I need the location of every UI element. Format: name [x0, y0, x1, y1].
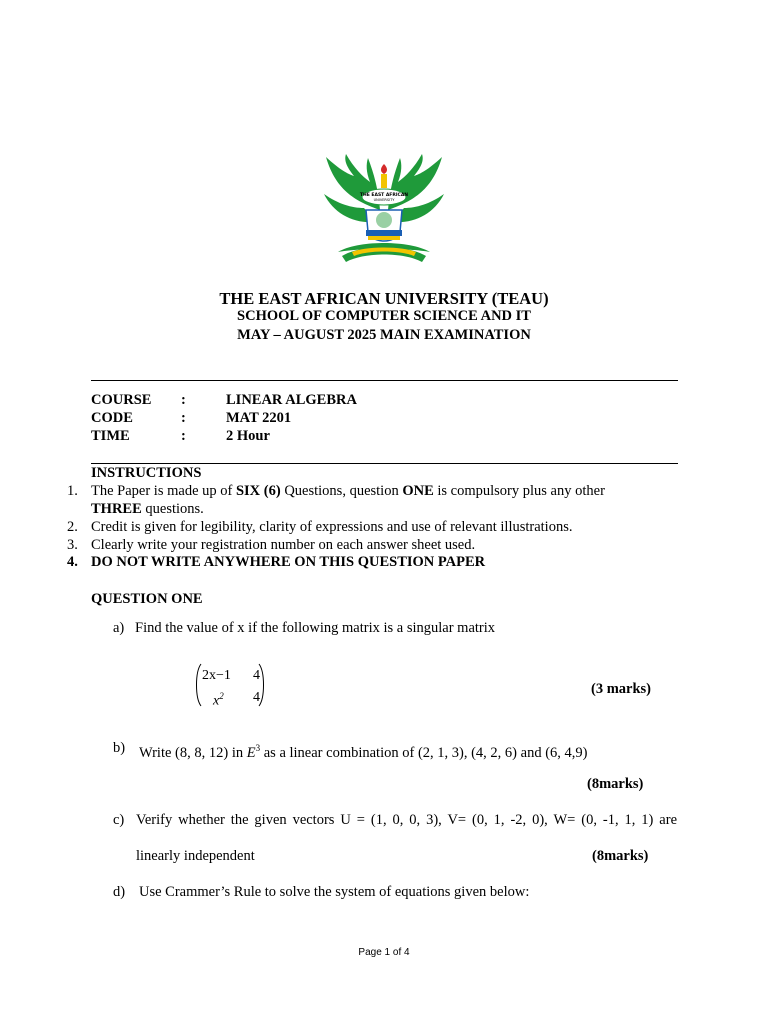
instructions-heading: INSTRUCTIONS — [91, 465, 202, 481]
question-b-label: b) — [113, 740, 126, 756]
question-b-pre: Write (8, 8, 12) in — [139, 744, 247, 761]
question-b-space: E — [246, 744, 256, 761]
matrix-r2c1-sup: 2 — [219, 691, 224, 701]
instruction-text-line2: questions. — [141, 501, 204, 517]
code-sep: : — [181, 410, 186, 426]
matrix-r1c2: 4 — [253, 668, 260, 683]
course-value: LINEAR ALGEBRA — [226, 392, 357, 408]
svg-text:THE EAST AFRICAN: THE EAST AFRICAN — [359, 193, 409, 198]
course-label: COURSE — [91, 392, 152, 408]
instruction-text-pre: The Paper is made up of — [91, 483, 236, 499]
question-d-label: d) — [113, 884, 126, 900]
question-b-post: as a linear combination of (2, 1, 3), (4, 2, 6) and (6, 4,9) — [260, 744, 588, 761]
question-a-label: a) — [113, 620, 125, 636]
question-c-label: c) — [113, 812, 125, 828]
matrix-r2c1 — [213, 688, 224, 710]
singular-matrix — [193, 662, 273, 708]
instruction-bold-six: SIX (6) — [235, 483, 281, 499]
instruction-text — [91, 482, 651, 518]
exam-title: MAY – AUGUST 2025 MAIN EXAMINATION — [237, 327, 531, 343]
instruction-bold-three: THREE — [91, 501, 142, 517]
question-b-marks: (8marks) — [587, 776, 644, 792]
instruction-number: 3. — [67, 537, 78, 553]
instruction-number: 4. — [67, 554, 78, 570]
school-name: SCHOOL OF COMPUTER SCIENCE AND IT — [237, 308, 531, 324]
matrix-r2c1-base: x — [213, 693, 220, 709]
matrix-r2c2: 4 — [253, 690, 260, 705]
top-divider — [91, 380, 678, 381]
question-c-line1: Verify whether the given vectors U = (1, 0, 0, 3), V= (0, 1, -2, 0), W= (0, -1, 1, 1) are — [136, 812, 677, 828]
question-b-text — [139, 739, 587, 762]
instruction-bold-one: ONE — [402, 483, 434, 499]
instruction-number: 1. — [67, 483, 78, 499]
question-c-line2: linearly independent — [136, 848, 255, 864]
instruction-number: 2. — [67, 519, 78, 535]
instruction-text: Clearly write your registration number on each answer sheet used. — [91, 537, 476, 553]
question-a-text: Find the value of x if the following matrix is a singular matrix — [135, 620, 496, 636]
course-sep: : — [181, 392, 186, 408]
instruction-text: Credit is given for legibility, clarity of expressions and use of relevant illustrations. — [91, 519, 573, 535]
instruction-text-post: is compulsory plus any other — [433, 483, 605, 499]
code-label: CODE — [91, 410, 133, 426]
time-value: 2 Hour — [226, 428, 270, 444]
instruction-text-mid: Questions, question — [280, 483, 403, 499]
instruction-text: DO NOT WRITE ANYWHERE ON THIS QUESTION PAPER — [91, 554, 486, 570]
university-title: THE EAST AFRICAN UNIVERSITY (TEAU) — [219, 289, 549, 308]
question-c-marks: (8marks) — [592, 848, 649, 864]
time-sep: : — [181, 428, 186, 444]
question-one-heading: QUESTION ONE — [91, 591, 203, 607]
university-logo — [318, 152, 450, 268]
question-b-space-sup: 3 — [255, 743, 261, 753]
matrix-r1c1: 2x−1 — [202, 668, 231, 683]
page-number: Page 1 of 4 — [358, 947, 410, 958]
question-d-text: Use Crammer’s Rule to solve the system of equations given below: — [139, 884, 530, 900]
time-label: TIME — [91, 428, 130, 444]
code-value: MAT 2201 — [226, 410, 292, 426]
svg-text:UNIVERSITY: UNIVERSITY — [373, 198, 395, 202]
question-a-marks: (3 marks) — [591, 681, 652, 697]
